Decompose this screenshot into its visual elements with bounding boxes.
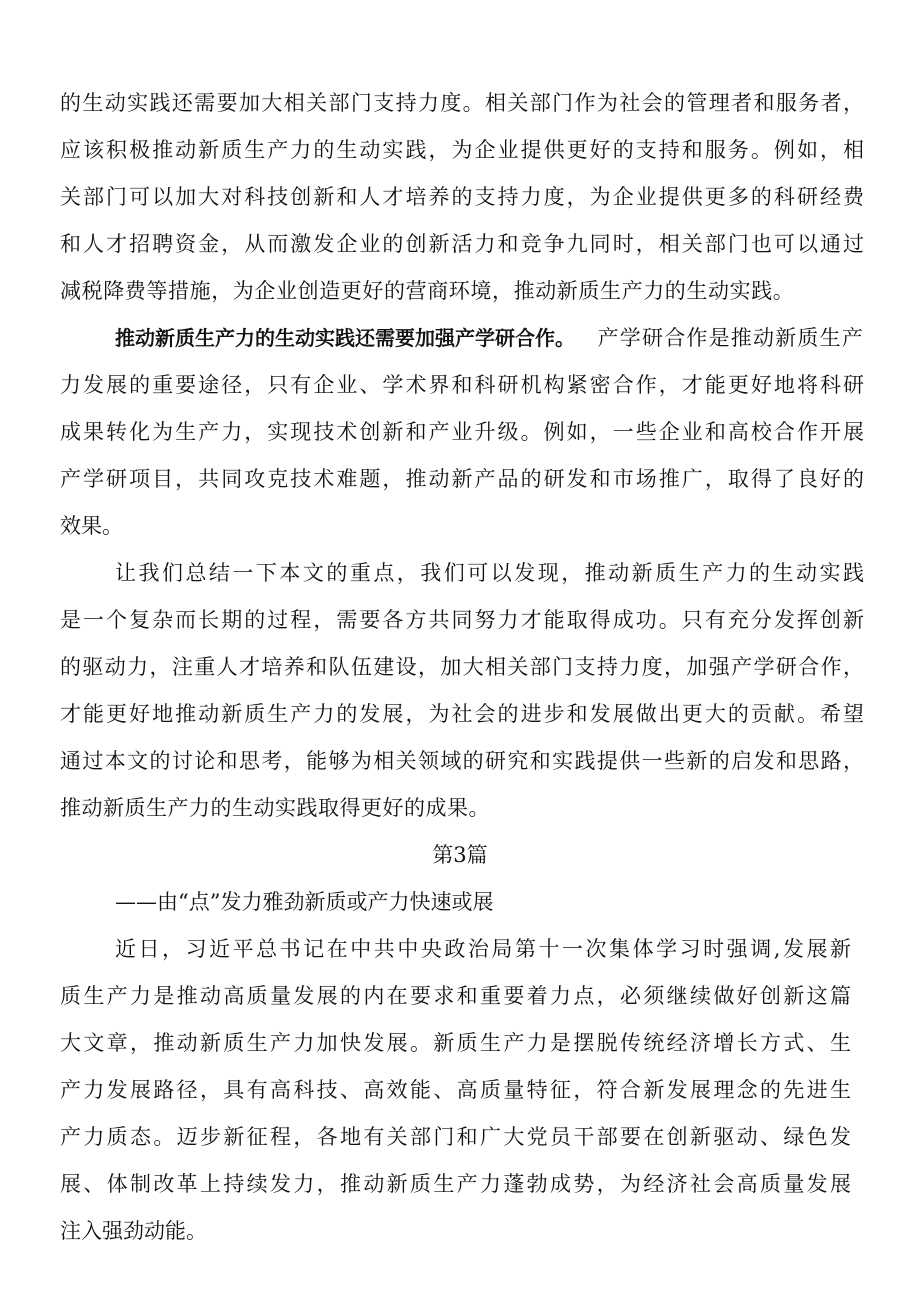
paragraph-2-line: 产学研合作是推动新质生产 [597, 326, 864, 350]
paragraph-3-line: 的驱动力，注重人才培养和队伍建设，加大相关部门支持力度，加强产学研合作， [60, 655, 864, 679]
paragraph-4-line: 注入强劲动能。 [60, 1219, 207, 1243]
paragraph-1-line: 关部门可以加大对科技创新和人才培养的支持力度，为企业提供更多的科研经费 [60, 185, 864, 209]
paragraph-2-first-line [115, 325, 864, 351]
paragraph-3-line: 通过本文的讨论和思考，能够为相关领域的研究和实践提供一些新的启发和思路， [60, 749, 864, 773]
paragraph-2-heading: 推动新质生产力的生动实践还需要加强产学研合作。 [115, 326, 575, 350]
paragraph-4-line: 产力发展路径，具有高科技、高效能、高质量特征，符合新发展理念的先进生 [60, 1078, 851, 1102]
paragraph-4-line: 产力质态。迈步新征程，各地有关部门和广大党员干部要在创新驱动、绿色发 [60, 1125, 851, 1149]
paragraph-4-line: 展、体制改革上持续发力，推动新质生产力蓬勃成势，为经济社会高质量发展 [60, 1172, 851, 1196]
paragraph-3-line: 推动新质生产力的生动实践取得更好的成果。 [60, 796, 490, 820]
paragraph-2-line: 成果转化为生产力，实现技术创新和产业升级。例如，一些企业和高校合作开展 [60, 420, 864, 444]
paragraph-1-line: 和人才招聘资金，从而激发企业的创新活力和竞争九同时，相关部门也可以通过 [60, 232, 864, 256]
paragraph-2-line: 效果。 [60, 514, 123, 538]
paragraph-2-line: 力发展的重要途径，只有企业、学术界和科研机构紧密合作，才能更好地将科研 [60, 373, 864, 397]
section-subtitle: ——由“点”发力雅劲新质或产力快速或展 [115, 890, 494, 914]
paragraph-2-line: 产学研项目，共同攻克技术难题，推动新产品的研发和市场推广，取得了良好的 [60, 467, 864, 491]
paragraph-3-line: 才能更好地推动新质生产力的发展，为社会的进步和发展做出更大的贡献。希望 [60, 702, 864, 726]
paragraph-4-line: 大文章，推动新质生产力加快发展。新质生产力是摆脱传统经济增长方式、生 [60, 1031, 851, 1055]
paragraph-1-line: 减税降费等措施，为企业创造更好的营商环境，推动新质生产力的生动实践。 [60, 279, 795, 303]
paragraph-1-line: 的生动实践还需要加大相关部门支持力度。相关部门作为社会的管理者和服务者， [60, 91, 864, 115]
paragraph-4-line: 近日，习近平总书记在中共中央政治局第十一次集体学习时强调,发展新 [115, 937, 851, 961]
paragraph-3-line: 是一个复杂而长期的过程，需要各方共同努力才能取得成功。只有充分发挥创新 [60, 608, 864, 632]
paragraph-3-line: 让我们总结一下本文的重点，我们可以发现，推动新质生产力的生动实践 [115, 561, 864, 585]
paragraph-1-line: 应该积极推动新质生产力的生动实践，为企业提供更好的支持和服务。例如，相 [60, 138, 864, 162]
paragraph-4-line: 质生产力是推动高质量发展的内在要求和重要着力点，必须继续做好创新这篇 [60, 984, 851, 1008]
section-title: 第3篇 [432, 843, 488, 867]
